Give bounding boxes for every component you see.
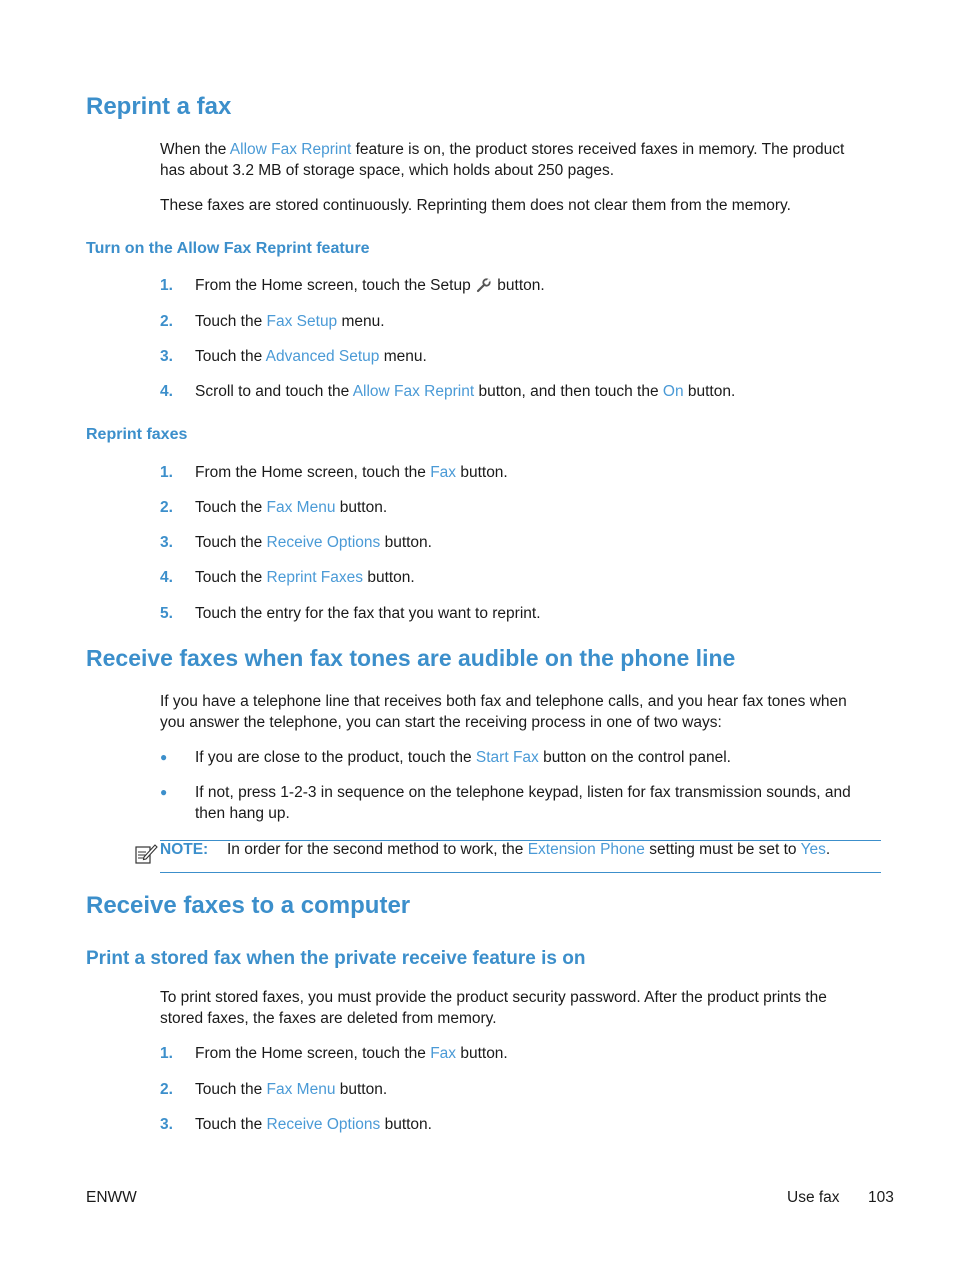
list-item: 3. Touch the Receive Options button. [160,534,432,551]
footer-section: Use fax [787,1189,840,1206]
section-title-reprint-a-fax: Reprint a fax [86,93,232,120]
note-bottom-rule [160,872,881,873]
step-number: 3. [160,1116,173,1133]
wrench-icon [476,277,492,293]
step-number: 3. [160,348,173,365]
list-item: ● If not, press 1-2-3 in sequence on the telephone keypad, listen for fax transmission sounds, and then hang up. [160,784,851,822]
section-title-receive-to-computer: Receive faxes to a computer [86,892,411,919]
step-number: 4. [160,569,173,586]
list-item: 2. Touch the Fax Setup menu. [160,313,385,330]
subsection-title-turn-on-reprint: Turn on the Allow Fax Reprint feature [86,240,370,257]
list-item: 1. From the Home screen, touch the Setup button. [160,277,545,294]
step-number: 4. [160,383,173,400]
list-item: 2. Touch the Fax Menu button. [160,1081,388,1098]
list-item: 4. Touch the Reprint Faxes button. [160,569,415,586]
ui-term: Advanced Setup [265,348,380,365]
step-number: 1. [160,1045,173,1062]
paragraph-security-password: To print stored faxes, you must provide the product security password. After the product prints the stored faxes, the faxes are deleted from memory. [160,989,827,1027]
list-item: 1. From the Home screen, touch the Fax button. [160,464,508,481]
page-number: 103 [868,1189,894,1206]
note-text: NOTE: In order for the second method to work, the Extension Phone setting must be set to Yes. [160,841,831,858]
bullet-icon: ● [160,750,168,764]
ui-term: Extension Phone [527,841,645,858]
list-item: 4. Scroll to and touch the Allow Fax Reprint button, and then touch the On button. [160,383,736,400]
bullet-icon: ● [160,785,168,799]
step-number: 1. [160,277,173,294]
ui-term: Fax [430,464,457,481]
note-pencil-icon [134,842,158,866]
ui-term: Receive Options [266,1116,381,1133]
step-number: 2. [160,1081,173,1098]
step-number: 2. [160,499,173,516]
ui-term: Reprint Faxes [266,569,364,586]
list-item: ● If you are close to the product, touch the Start Fax button on the control panel. [160,749,731,766]
ui-term: Allow Fax Reprint [352,383,475,400]
list-item: 5. Touch the entry for the fax that you want to reprint. [160,605,541,622]
list-item: 3. Touch the Receive Options button. [160,1116,432,1133]
ui-term: Receive Options [266,534,381,551]
ui-term: Allow Fax Reprint [229,141,352,158]
step-number: 5. [160,605,173,622]
note-label: NOTE: [160,841,209,858]
paragraph-allow-fax-reprint: When the Allow Fax Reprint feature is on, the product stores received faxes in memory. The product has about 3.2 MB of storage space, which holds about 250 pages. [160,141,845,179]
ui-term: Fax Setup [266,313,338,330]
step-number: 3. [160,534,173,551]
step-number: 1. [160,464,173,481]
ui-term: On [662,383,684,400]
ui-term: Fax [430,1045,457,1062]
paragraph-stored-continuously: These faxes are stored continuously. Reprinting them does not clear them from the memory. [160,197,791,214]
list-item: 3. Touch the Advanced Setup menu. [160,348,427,365]
ui-term: Yes [800,841,826,858]
footer-left: ENWW [86,1189,137,1206]
paragraph-telephone-line: If you have a telephone line that receives both fax and telephone calls, and you hear fax tones when you answer the telephone, you can start the receiving process in one of two ways: [160,693,847,731]
step-number: 2. [160,313,173,330]
ui-term: Fax Menu [266,1081,336,1098]
subsection-title-reprint-faxes: Reprint faxes [86,426,188,443]
list-item: 2. Touch the Fax Menu button. [160,499,388,516]
ui-term: Fax Menu [266,499,336,516]
list-item: 1. From the Home screen, touch the Fax button. [160,1045,508,1062]
section-title-receive-audible: Receive faxes when fax tones are audible on the phone line [86,645,736,671]
subsection-title-print-stored-fax: Print a stored fax when the private receive feature is on [86,948,586,969]
ui-term: Start Fax [475,749,539,766]
